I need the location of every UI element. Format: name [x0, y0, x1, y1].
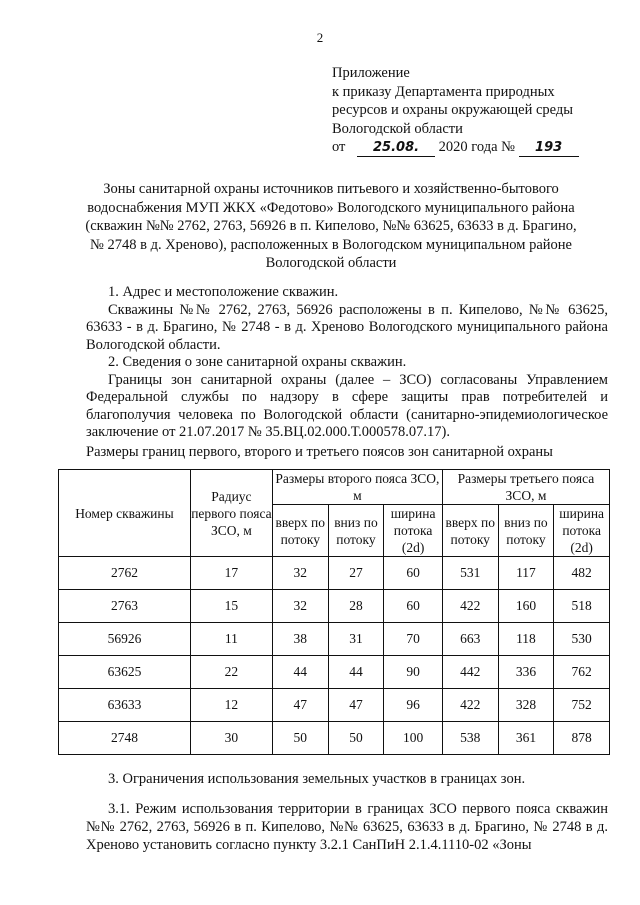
cell-z3-down: 160: [498, 590, 554, 623]
cell-z3-up: 663: [442, 623, 498, 656]
cell-z2-up: 38: [272, 623, 328, 656]
cell-z2-up: 32: [272, 557, 328, 590]
cell-well: 56926: [59, 623, 191, 656]
cell-z2-down: 44: [328, 656, 384, 689]
cell-z3-down: 361: [498, 722, 554, 755]
cell-z2-down: 50: [328, 722, 384, 755]
header-well-number: Номер скважины: [59, 470, 191, 557]
cell-z2-width: 90: [384, 656, 443, 689]
cell-z3-up: 531: [442, 557, 498, 590]
cell-z2-up: 32: [272, 590, 328, 623]
cell-well: 63633: [59, 689, 191, 722]
table-row: [59, 557, 610, 590]
cell-z3-up: 442: [442, 656, 498, 689]
cell-z2-down: 31: [328, 623, 384, 656]
header-zone3: Размеры третьего пояса ЗСО, м: [442, 470, 609, 505]
appendix-department-line: ресурсов и охраны окружающей среды: [332, 102, 574, 118]
section-3-heading: 3. Ограничения использования земельных участков в границах зон.: [108, 771, 526, 787]
cell-z2-up: 47: [272, 689, 328, 722]
header-zone3-upstream: вверх по потоку: [442, 505, 498, 557]
handwritten-date: 25.08.: [373, 140, 420, 155]
cell-z3-down: 117: [498, 557, 554, 590]
document-title: Зоны санитарной охраны источников питьевого и хозяйственно-бытового водоснабжения МУП ЖКХ «Федотово» Вологодского муниципального района (скважин №№ 2762, 2763, 56926 в п. Кипелово, №№ 63625, 63633 в д. Брагино, № 2748 в д. Хреново), расположенных в Вологодском муниципальном районе Вологодской области: [85, 181, 577, 271]
cell-z3-up: 422: [442, 689, 498, 722]
appendix-block: [332, 64, 612, 157]
header-zone2: Размеры второго пояса ЗСО, м: [272, 470, 442, 505]
cell-radius: 12: [190, 689, 272, 722]
appendix-region-line: Вологодской области: [332, 120, 463, 137]
cell-z2-down: 27: [328, 557, 384, 590]
cell-z2-down: 47: [328, 689, 384, 722]
header-zone3-width: ширина потока (2d): [554, 505, 610, 557]
cell-radius: 30: [190, 722, 272, 755]
cell-z2-width: 70: [384, 623, 443, 656]
number-label: №: [501, 139, 515, 155]
section-1-text: Скважины №№ 2762, 2763, 56926 расположены в п. Кипелово, №№ 63625, 63633 - в д. Брагино, № 2748 - в д. Хреново Вологодского муниципального района Вологодской области.: [86, 301, 608, 353]
cell-z3-width: 482: [554, 557, 610, 590]
cell-radius: 11: [190, 623, 272, 656]
cell-well: 2763: [59, 590, 191, 623]
table-caption: Размеры границ первого, второго и третьего поясов зон санитарной охраны: [86, 444, 553, 460]
cell-z3-width: 530: [554, 623, 610, 656]
cell-z3-up: 538: [442, 722, 498, 755]
cell-z3-down: 336: [498, 656, 554, 689]
cell-radius: 17: [190, 557, 272, 590]
cell-z2-width: 100: [384, 722, 443, 755]
cell-z2-up: 50: [272, 722, 328, 755]
cell-well: 2762: [59, 557, 191, 590]
appendix-title: Приложение: [332, 65, 410, 81]
cell-z3-width: 752: [554, 689, 610, 722]
page-number: 2: [316, 30, 324, 45]
header-zone2-downstream: вниз по потоку: [328, 505, 384, 557]
cell-z2-width: 96: [384, 689, 443, 722]
appendix-date-line: [332, 138, 612, 157]
cell-z2-width: 60: [384, 557, 443, 590]
cell-z3-down: 118: [498, 623, 554, 656]
number-field: [519, 139, 579, 157]
from-label: от: [332, 139, 346, 155]
table-row: [59, 689, 610, 722]
cell-radius: 15: [190, 590, 272, 623]
appendix-order-line: к приказу Департамента природных: [332, 83, 555, 100]
cell-z3-down: 328: [498, 689, 554, 722]
header-zone3-downstream: вниз по потоку: [498, 505, 554, 557]
cell-well: 2748: [59, 722, 191, 755]
cell-z3-width: 518: [554, 590, 610, 623]
document-body: [86, 284, 608, 442]
zones-table: [58, 469, 610, 755]
header-zone1-radius: Радиус первого пояса ЗСО, м: [190, 470, 272, 557]
header-zone2-width: ширина потока (2d): [384, 505, 443, 557]
cell-z3-width: 762: [554, 656, 610, 689]
handwritten-number: 193: [535, 140, 563, 155]
date-field: [357, 139, 435, 157]
cell-z2-up: 44: [272, 656, 328, 689]
section-2-text: Границы зон санитарной охраны (далее – ЗСО) согласованы Управлением Федеральной службы по надзору в сфере защиты прав потребителей и благополучия человека по Вологодской области (санитарно-эпидемиологическое заключение от 21.07.2017 № 35.ВЦ.02.000.Т.000578.07.17).: [86, 371, 608, 440]
table-row: [59, 722, 610, 755]
cell-z3-up: 422: [442, 590, 498, 623]
table-row: [59, 590, 610, 623]
section-1-heading: 1. Адрес и местоположение скважин.: [108, 284, 339, 300]
section-3-1-text: 3.1. Режим использования территории в границах ЗСО первого пояса скважин №№ 2762, 2763, 56926 в п. Кипелово, №№ 63625, 63633 в д. Брагино, № 2748 в д. Хреново установить согласно пункту 3.2.1 СанПиН 2.1.4.1110-02 «Зоны: [86, 801, 608, 853]
cell-z2-width: 60: [384, 590, 443, 623]
cell-radius: 22: [190, 656, 272, 689]
restrictions-section: [86, 770, 608, 854]
header-zone2-upstream: вверх по потоку: [272, 505, 328, 557]
year-text: 2020 года: [438, 139, 498, 155]
cell-z3-width: 878: [554, 722, 610, 755]
table-row: [59, 656, 610, 689]
cell-well: 63625: [59, 656, 191, 689]
table-row: [59, 623, 610, 656]
cell-z2-down: 28: [328, 590, 384, 623]
section-2-heading: 2. Сведения о зоне санитарной охраны скважин.: [108, 354, 407, 370]
